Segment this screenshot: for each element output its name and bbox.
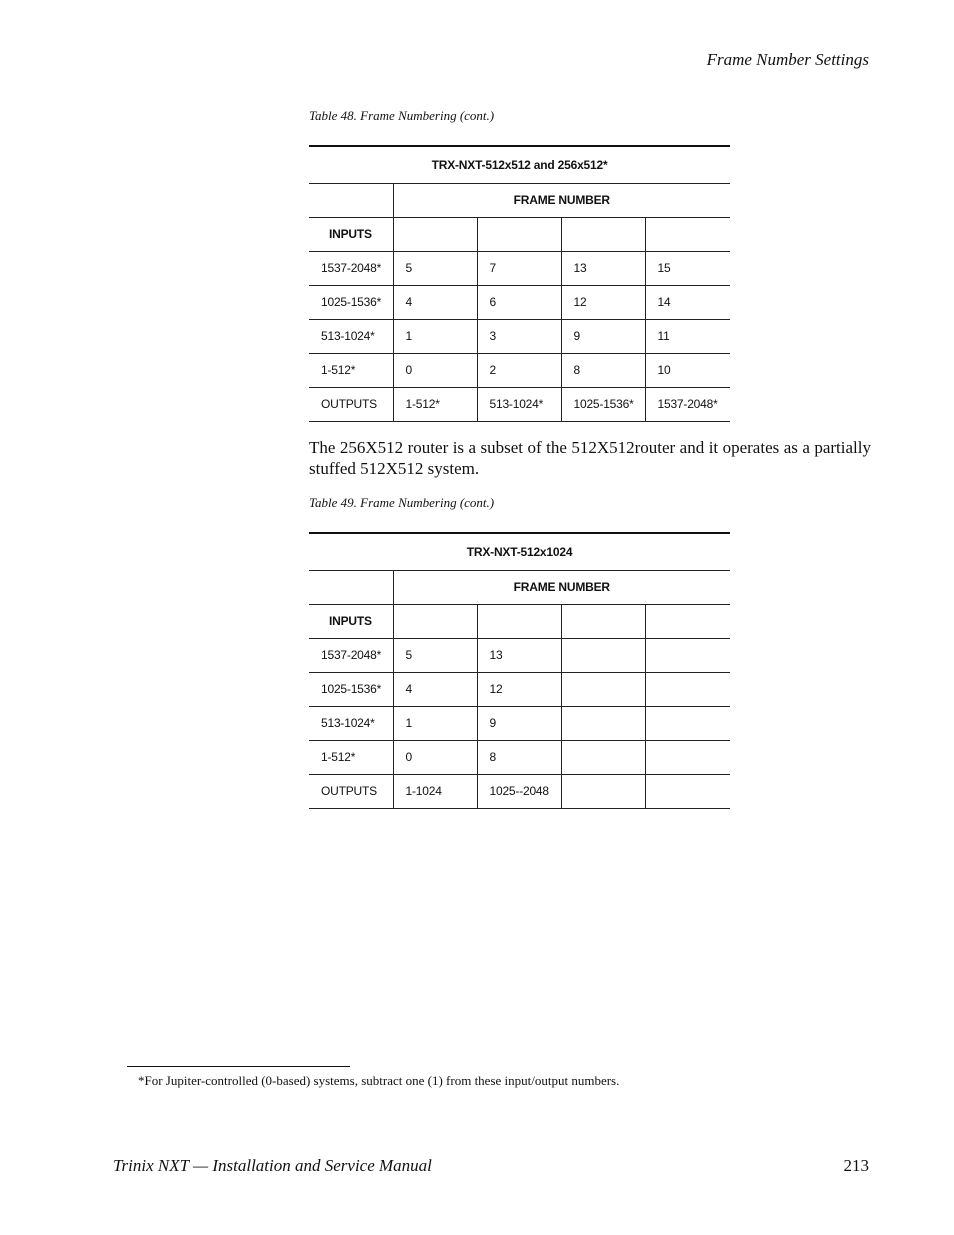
empty-cell (561, 604, 645, 638)
row-label: 1025-1536* (309, 672, 393, 706)
table-cell: 13 (477, 638, 561, 672)
frame-number-header: FRAME NUMBER (393, 570, 730, 604)
footer-manual-title: Trinix NXT — Installation and Service Manual (113, 1156, 432, 1175)
table-cell: 1 (393, 706, 477, 740)
table-row (309, 706, 730, 740)
table-cell (645, 706, 730, 740)
table-cell: 6 (477, 285, 561, 319)
table-48-title: TRX-NXT-512x512 and 256x512* (309, 146, 730, 183)
table-cell: 1537-2048* (645, 387, 730, 421)
table-row (309, 319, 730, 353)
table-cell: 9 (561, 319, 645, 353)
table-row (309, 285, 730, 319)
row-label: 1-512* (309, 353, 393, 387)
table-cell: 1-512* (393, 387, 477, 421)
body-paragraph: The 256X512 router is a subset of the 512X512router and it operates as a partially stuffed 512X512 system. (309, 438, 871, 478)
table-49-caption: Table 49. Frame Numbering (cont.) (309, 495, 495, 510)
table-cell: 13 (561, 251, 645, 285)
table-cell: 14 (645, 285, 730, 319)
table-48 (309, 145, 730, 422)
table-49-title: TRX-NXT-512x1024 (309, 533, 730, 570)
table-row (309, 353, 730, 387)
footnote: *For Jupiter-controlled (0-based) systems, subtract one (1) from these input/output numbers. (138, 1073, 620, 1088)
table-cell: 8 (561, 353, 645, 387)
row-label: 513-1024* (309, 319, 393, 353)
row-label: OUTPUTS (309, 774, 393, 808)
row-label: 513-1024* (309, 706, 393, 740)
table-cell: 5 (393, 638, 477, 672)
row-label: 1025-1536* (309, 285, 393, 319)
table-row (309, 638, 730, 672)
table-cell (645, 774, 730, 808)
table-row (309, 774, 730, 808)
table-cell: 1-1024 (393, 774, 477, 808)
table-cell: 513-1024* (477, 387, 561, 421)
table-cell: 1025-1536* (561, 387, 645, 421)
table-cell: 4 (393, 285, 477, 319)
table-cell (561, 706, 645, 740)
table-row (309, 387, 730, 421)
table-cell: 7 (477, 251, 561, 285)
running-header: Frame Number Settings (706, 50, 869, 69)
table-cell: 1025--2048 (477, 774, 561, 808)
table-cell: 10 (645, 353, 730, 387)
table-cell: 12 (561, 285, 645, 319)
inputs-header: INPUTS (309, 604, 393, 638)
table-cell (561, 672, 645, 706)
inputs-header: INPUTS (309, 217, 393, 251)
frame-number-header: FRAME NUMBER (393, 183, 730, 217)
empty-cell (309, 570, 393, 604)
empty-cell (561, 217, 645, 251)
row-label: 1-512* (309, 740, 393, 774)
table-cell: 5 (393, 251, 477, 285)
table-row (309, 251, 730, 285)
row-label: OUTPUTS (309, 387, 393, 421)
empty-cell (393, 604, 477, 638)
empty-cell (645, 217, 730, 251)
table-cell: 0 (393, 353, 477, 387)
table-cell (645, 672, 730, 706)
table-cell: 0 (393, 740, 477, 774)
empty-cell (477, 604, 561, 638)
table-cell (645, 740, 730, 774)
empty-cell (645, 604, 730, 638)
table-cell (561, 740, 645, 774)
table-cell: 15 (645, 251, 730, 285)
row-label: 1537-2048* (309, 251, 393, 285)
empty-cell (393, 217, 477, 251)
table-cell (561, 774, 645, 808)
table-cell: 11 (645, 319, 730, 353)
table-cell: 2 (477, 353, 561, 387)
table-cell: 12 (477, 672, 561, 706)
table-row (309, 672, 730, 706)
table-cell (561, 638, 645, 672)
table-cell: 3 (477, 319, 561, 353)
table-cell: 8 (477, 740, 561, 774)
page-number: 213 (843, 1156, 869, 1175)
table-cell: 9 (477, 706, 561, 740)
table-cell: 1 (393, 319, 477, 353)
empty-cell (477, 217, 561, 251)
table-cell: 4 (393, 672, 477, 706)
row-label: 1537-2048* (309, 638, 393, 672)
table-48-caption: Table 48. Frame Numbering (cont.) (309, 108, 495, 123)
table-49 (309, 532, 730, 809)
table-cell (645, 638, 730, 672)
table-row (309, 740, 730, 774)
empty-cell (309, 183, 393, 217)
footnote-divider (127, 1066, 350, 1067)
